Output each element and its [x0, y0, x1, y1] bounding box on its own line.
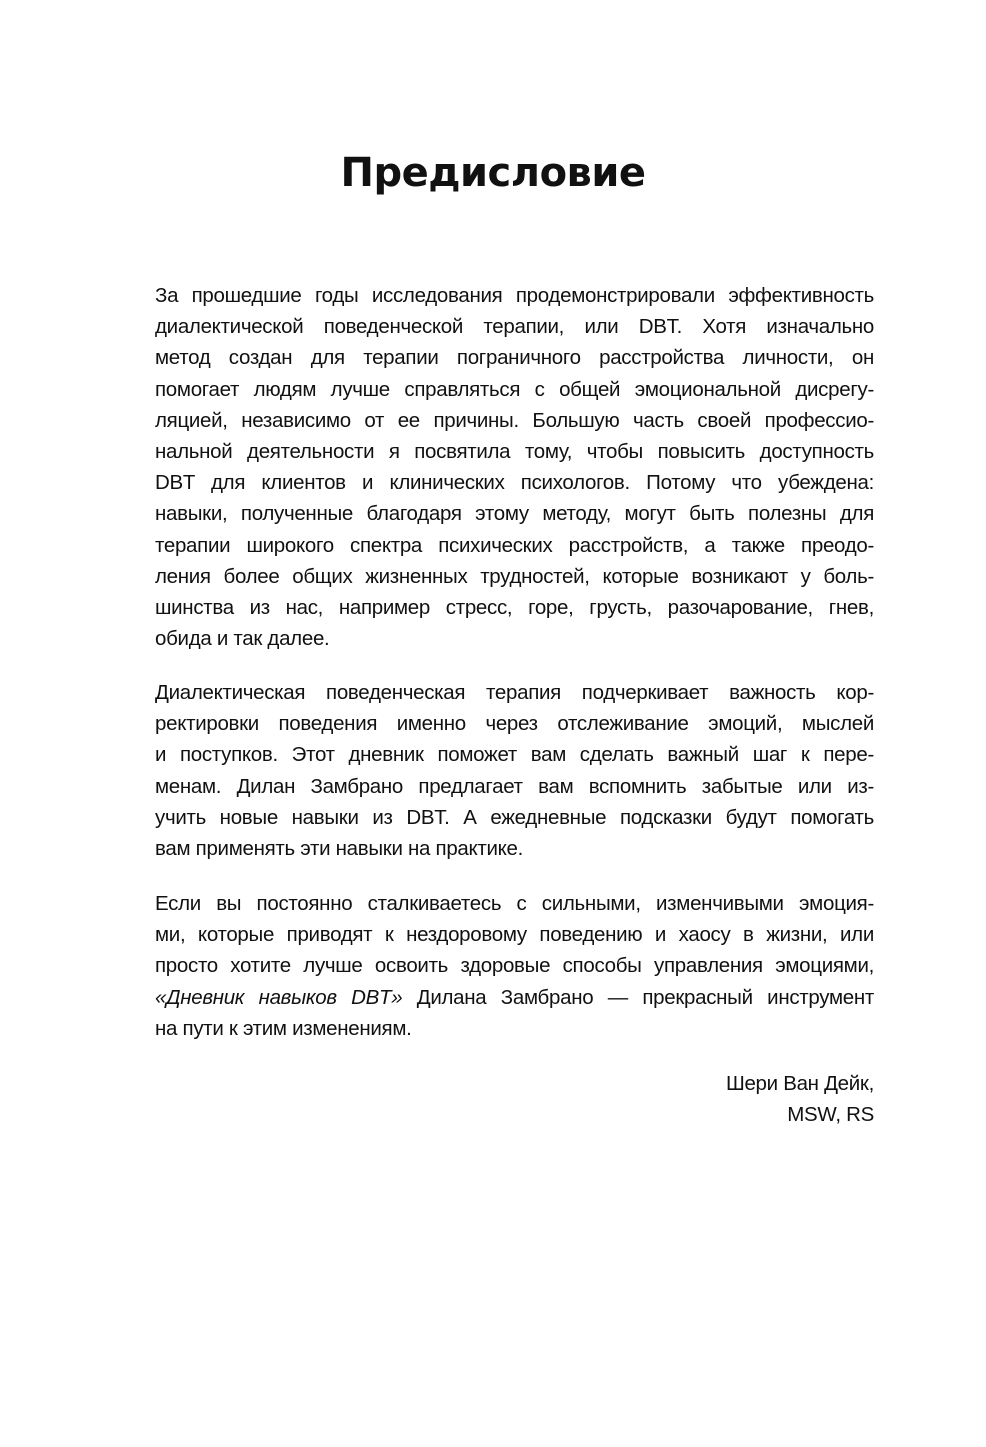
- paragraph-line: ляцией, независимо от ее причины. Большую часть своей профессио-: [155, 408, 874, 432]
- paragraph-line-rest: Дилана Замбрано — прекрасный инструмент: [402, 985, 874, 1009]
- paragraph-line: нальной деятельности я посвятила тому, чтобы повысить доступность: [155, 439, 874, 463]
- paragraph-line: на пути к этим изменениям.: [155, 1016, 412, 1040]
- paragraph-line: Диалектическая поведенческая терапия подчеркивает важность кор-: [155, 681, 874, 704]
- paragraph-line: диалектической поведенческой терапии, или DBT. Хотя изначально: [155, 315, 874, 339]
- signature: [155, 1068, 874, 1130]
- paragraph-1: [155, 280, 874, 654]
- paragraph-line: ми, которые приводят к нездоровому поведению и хаосу в жизни, или: [155, 923, 874, 947]
- paragraph-line: учить новые навыки из DBT. А ежедневные подсказки будут помогать: [155, 805, 874, 829]
- paragraph-line: навыки, полученные благодаря этому методу, могут быть полезны для: [155, 502, 874, 526]
- paragraph-line: Если вы постоянно сталкиваетесь с сильными, изменчивыми эмоция-: [155, 892, 874, 915]
- paragraph-line: вам применять эти навыки на практике.: [155, 836, 524, 860]
- paragraph-line: метод создан для терапии пограничного расстройства личности, он: [155, 346, 874, 370]
- paragraph-line: шинства из нас, например стресс, горе, грусть, разочарование, гнев,: [155, 595, 874, 619]
- signature-credentials: MSW, RS: [787, 1103, 874, 1127]
- book-title: «Дневник навыков DBT»: [155, 985, 403, 1009]
- page-title: Предисловие: [340, 150, 646, 196]
- paragraph-line: ления более общих жизненных трудностей, которые возникают у боль-: [155, 564, 874, 588]
- paragraph-line: За прошедшие годы исследования продемонстрировали эффективность: [155, 284, 874, 307]
- paragraph-line: терапии широкого спектра психических расстройств, а также преодо-: [155, 533, 874, 557]
- paragraph-line: DBT для клиентов и клинических психологов. Потому что убеждена:: [155, 471, 874, 495]
- signature-name: Шери Ван Дейк,: [725, 1072, 874, 1095]
- paragraph-line: помогает людям лучше справляться с общей эмоциональной дисрегу-: [155, 377, 874, 401]
- paragraph-2: [155, 677, 874, 864]
- paragraph-line: и поступков. Этот дневник поможет вам сделать важный шаг к пере-: [155, 743, 874, 767]
- paragraph-line: менам. Дилан Замбрано предлагает вам вспомнить забытые или из-: [155, 774, 874, 798]
- paragraph-line: просто хотите лучше освоить здоровые способы управления эмоциями,: [155, 954, 874, 978]
- paragraph-line: ректировки поведения именно через отслеживание эмоций, мыслей: [155, 712, 874, 736]
- paragraph-line: [155, 982, 874, 1013]
- paragraph-line: обида и так далее.: [155, 627, 330, 651]
- paragraph-3: [155, 888, 874, 1044]
